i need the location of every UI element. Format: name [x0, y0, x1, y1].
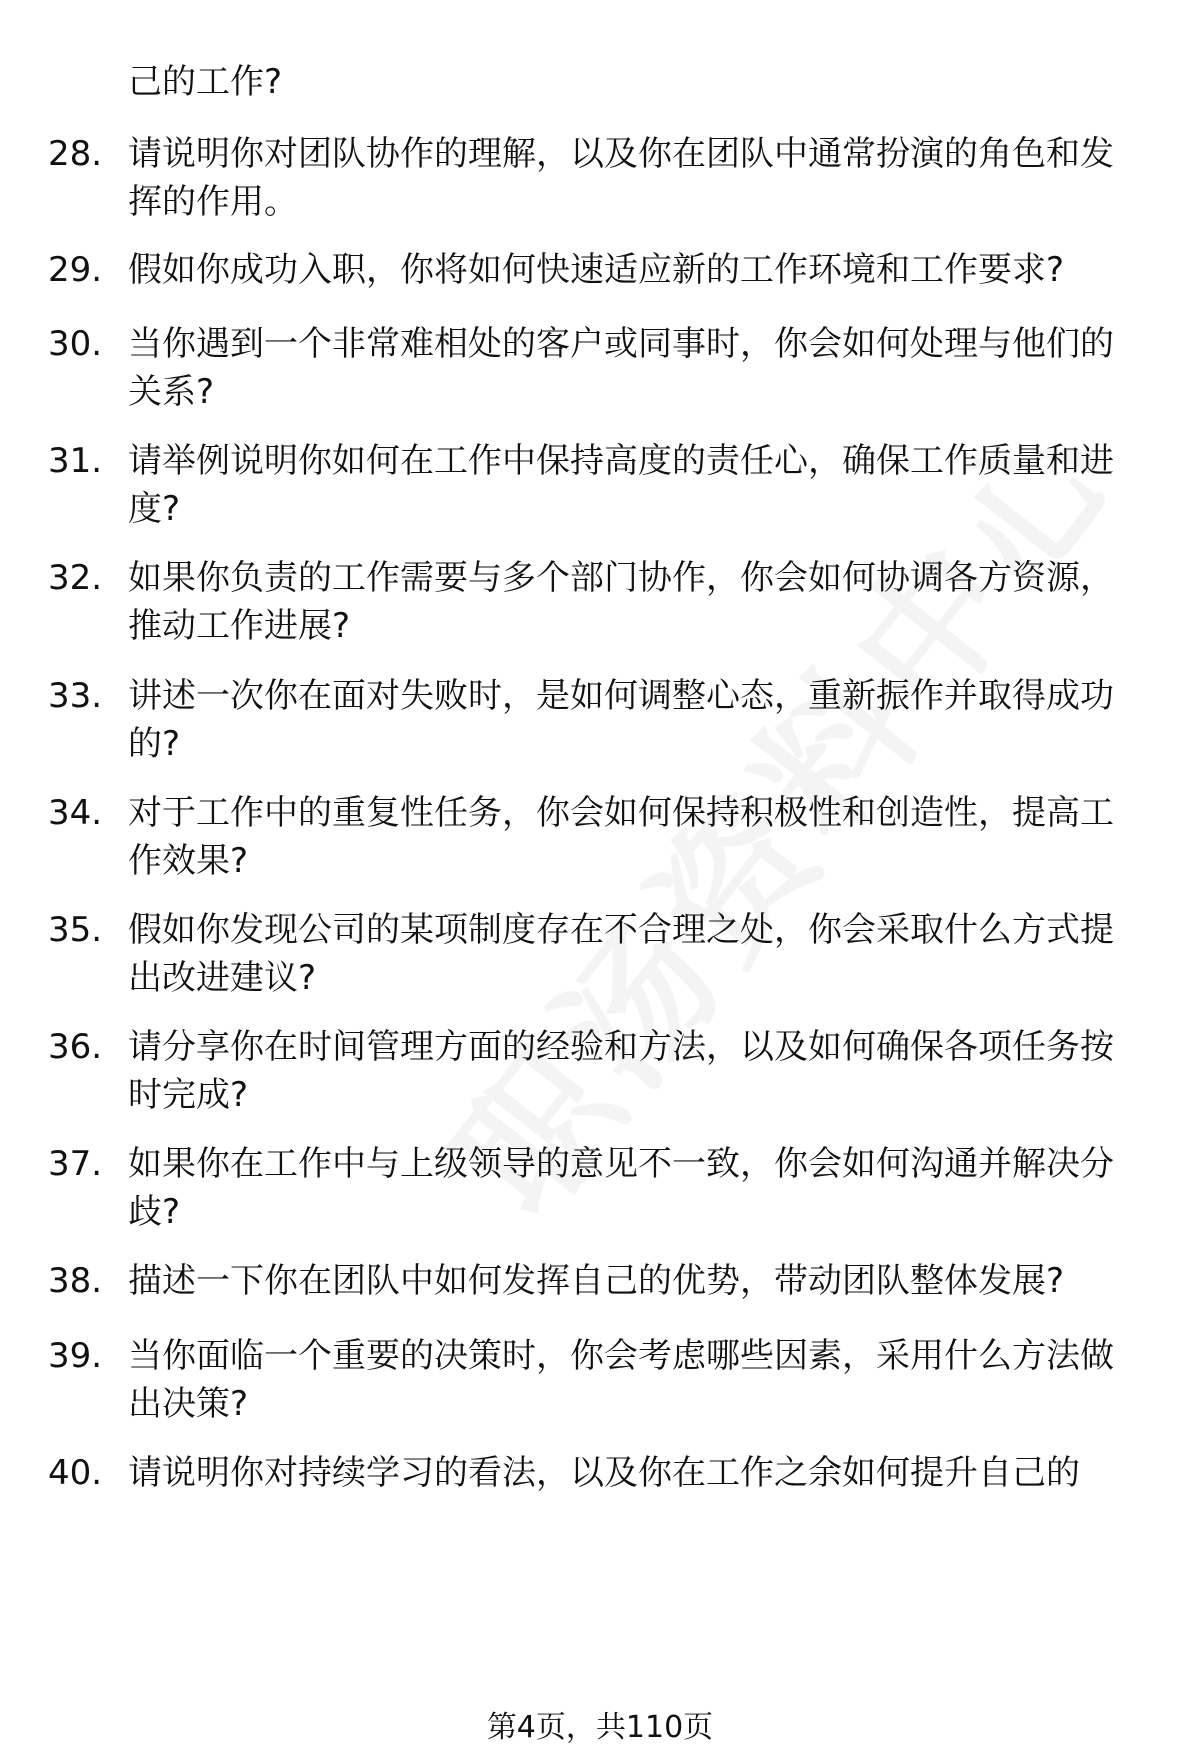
question-text: 如果你负责的工作需要与多个部门协作，你会如何协调各方资源，推动工作进展? — [128, 558, 1114, 646]
question-text: 对于工作中的重复性任务，你会如何保持积极性和创造性，提高工作效果? — [128, 793, 1114, 881]
question-number: 30. — [48, 324, 103, 364]
question-number: 28. — [48, 134, 103, 174]
question-number: 39. — [48, 1336, 103, 1376]
question-text: 如果你在工作中与上级领导的意见不一致，你会如何沟通并解决分歧? — [128, 1144, 1114, 1232]
question-text: 请说明你对团队协作的理解，以及你在团队中通常扮演的角色和发挥的作用。 — [128, 134, 1114, 222]
question-text: 请分享你在时间管理方面的经验和方法，以及如何确保各项任务按时完成? — [128, 1027, 1114, 1115]
question-text: 讲述一次你在面对失败时，是如何调整心态，重新振作并取得成功的? — [128, 676, 1114, 764]
question-number: 32. — [48, 558, 103, 598]
continuation-text: 己的工作? — [128, 62, 283, 102]
question-number: 38. — [48, 1261, 103, 1301]
question-text: 请说明你对持续学习的看法，以及你在工作之余如何提升自己的 — [128, 1453, 1080, 1493]
question-text: 当你遇到一个非常难相处的客户或同事时，你会如何处理与他们的关系? — [128, 324, 1114, 412]
question-number: 37. — [48, 1144, 103, 1184]
question-number: 31. — [48, 441, 103, 481]
question-number: 40. — [48, 1453, 103, 1493]
question-number: 29. — [48, 250, 103, 290]
question-number: 34. — [48, 793, 103, 833]
question-number: 33. — [48, 676, 103, 716]
page-footer: 第4页，共110页 — [486, 1710, 714, 1745]
question-number: 35. — [48, 910, 103, 950]
question-text: 请举例说明你如何在工作中保持高度的责任心，确保工作质量和进度? — [128, 441, 1114, 529]
question-text: 假如你发现公司的某项制度存在不合理之处，你会采取什么方式提出改进建议? — [128, 910, 1114, 998]
question-number: 36. — [48, 1027, 103, 1067]
question-text: 描述一下你在团队中如何发挥自己的优势，带动团队整体发展? — [128, 1261, 1065, 1301]
question-text: 假如你成功入职，你将如何快速适应新的工作环境和工作要求? — [128, 250, 1065, 290]
question-text: 当你面临一个重要的决策时，你会考虑哪些因素，采用什么方法做出决策? — [128, 1336, 1114, 1424]
